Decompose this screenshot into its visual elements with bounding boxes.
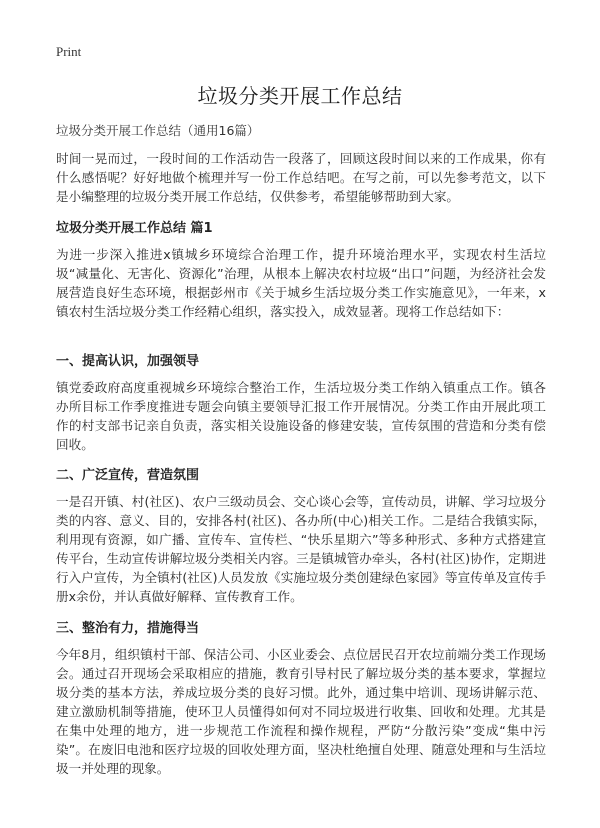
section-1-heading: 一、提高认识，加强领导 <box>56 354 200 369</box>
intro-paragraph: 时间一晃而过，一段时间的工作活动告一段落了，回顾这段时间以来的工作成果，你有什么感悟呢？好好地做个梳理并写一份工作总结吧。在写之前，可以先参考范文，以下是小编整理的垃圾分类开展工作总结，仅供参考，希望能够帮助到大家。 <box>56 151 546 204</box>
article-heading: 垃圾分类开展工作总结 篇1 <box>56 221 213 236</box>
section-3-heading: 三、整治有力，措施得当 <box>56 621 200 636</box>
article-intro-paragraph: 为进一步深入推进x镇城乡环境综合治理工作，提升环境治理水平，实现农村生活垃圾“减量化、无害化、资源化”治理，从根本上解决农村垃圾“出口”问题，为经济社会发展营造良好生态环境，根据彭州市《关于城乡生活垃圾分类工作实施意见》，一年来，x镇农村生活垃圾分类工作经精心组织，落实投入，成效显著。现将工作总结如下： <box>56 247 546 319</box>
section-2-paragraph: 一是召开镇、村(社区)、农户三级动员会、交心谈心会等，宣传动员，讲解、学习垃圾分类的内容、意义、目的，安排各村(社区)、各办所(中心)相关工作。二是结合我镇实际，利用现有资源，如广播、宣传车、宣传栏、“快乐星期六”等多种形式、多种方式搭建宣传平台，生动宣传讲解垃圾分类相关内容。三是镇城管办牵头，各村(社区)协作，定期进行入户宣传，为全镇村(社区)人员发放《实施垃圾分类创建绿色家园》等宣传单及宣传手册x余份，并认真做好解释、宣传教育工作。 <box>56 494 546 604</box>
print-link[interactable]: Print <box>56 44 82 59</box>
section-1-paragraph: 镇党委政府高度重视城乡环境综合整治工作，生活垃圾分类工作纳入镇重点工作。镇各办所目标工作季度推进专题会向镇主要领导汇报工作开展情况。分类工作由开展此项工作的村支部书记亲自负责，落实相关设施设备的修建安装，宣传氛围的营造和分类有偿回收。 <box>56 380 546 452</box>
page-title: 垃圾分类开展工作总结 <box>197 84 403 108</box>
section-2-heading: 二、广泛宣传，营造氛围 <box>56 468 200 483</box>
document-subtitle: 垃圾分类开展工作总结（通用16篇） <box>56 123 260 138</box>
section-3-paragraph: 今年8月，组织镇村干部、保洁公司、小区业委会、点位居民召开农垃前端分类工作现场会。通过召开现场会采取相应的措施，教育引导村民了解垃圾分类的基本要求，掌握垃圾分类的基本方法，养成垃圾分类的良好习惯。此外，通过集中培训、现场讲解示范、建立激励机制等措施，使环卫人员懂得如何对不同垃圾进行收集、回收和处理。尤其是在集中处理的地方，进一步规范工作流程和操作规程，严防“分散污染”变成“集中污染”。在废旧电池和医疗垃圾的回收处理方面，坚决杜绝擅自处理、随意处理和与生活垃圾一并处理的现象。 <box>56 647 546 776</box>
